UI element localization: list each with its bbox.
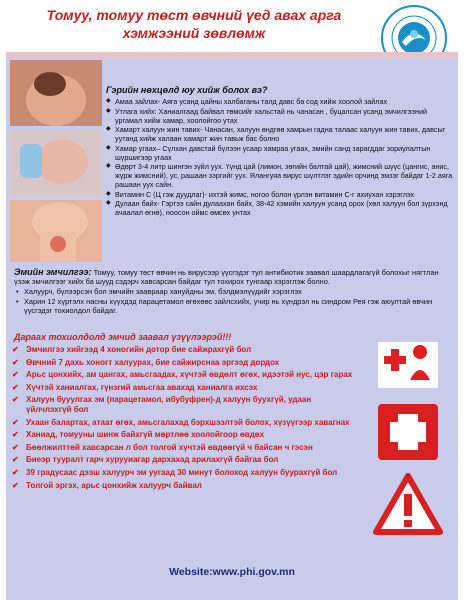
medication-section bbox=[14, 268, 454, 315]
see-doctor-heading: Дараах тохиолдолд эмчид заавал үзүүлээрэй!!! bbox=[14, 332, 232, 342]
home-care-section bbox=[106, 86, 454, 218]
list-item: ✔ Ухаан балартах, атаат өгөх, амьсгалахад бэрхшээлтэй болох, хүзүүгээр хавагнах bbox=[10, 418, 355, 428]
list-item: • Харин 12 хүртэлх насны хүүхдэд парацетамол өгөхөөс зайлсхийх, учир нь хүндрэл нь синдром Рея гэж аюултай өвчин үүсгэдэг тохиолдол байдаг. bbox=[14, 297, 454, 315]
warning-triangle-icon bbox=[372, 472, 444, 538]
list-item: ✔ Хүчтэй ханиалгах, гүнзгий амьсгаа аваxад ханиалга ихсэх bbox=[10, 383, 355, 393]
list-item: ◆ Амаа зайлах- Аяга усанд цайны халбаганы талд давс ба сод хийж хоолой зайлах bbox=[106, 97, 454, 106]
medication-paragraph bbox=[14, 268, 454, 286]
medication-text: Томуу, томуу төст өвчин нь вирусээр үүсгэдэг тул антибиотик заавал шаардлагагүй болохыг нягтлан үзэж эмчилгээг хийх ба шууд сэдэрч хавсарсан байдаг тул тохирох тунгаар хэрэглэж болно. bbox=[14, 268, 439, 287]
list-item: ◆ Утлага хийх: Ханиалгаад байвал төмсийг хальстай нь чанасан , буцалсан усанд эмчилгээний ургамал хийж хамар, хоолойгоо утах bbox=[106, 107, 454, 125]
nasal-rinse-photo-icon bbox=[10, 130, 102, 196]
list-item: ◆ Витамин С (Ц гэж дуудлаг)- ихтэй жимс, ногоо болон үрлэн витамин С-г ахиухан хэрэглэх bbox=[106, 190, 454, 199]
list-item: ✔ 39 градусаас дээш халуурч эм уугаад 30 минут болоход халуун буурахгүй бол bbox=[10, 468, 355, 478]
panel-stripe bbox=[6, 52, 458, 58]
see-doctor-list bbox=[10, 345, 355, 490]
medication-list bbox=[14, 287, 454, 315]
home-care-heading: Гэрийн нөхцөлд юу хийж болох вэ? bbox=[106, 85, 268, 95]
home-care-list bbox=[106, 97, 454, 217]
list-item: ◆ Өдөрт 3-4 литр шингэн зүйл уух. Үүнд цай (лимон, зөгийн балтай цай), жимсний шүүс (цангис, анис, жүрж жимсний), ус, рашаан зэргийг уух. Ялангуяа вирус шүлтлэг эдийн орчинд эмзэг байдаг 1-2 аяга рашаан уух сайн. bbox=[106, 162, 454, 189]
list-item: ◆ Хамар угаах– Сүлхан давстай бүлээн усаар хамраа угаах, эмийн санд зарагддаг зориулалтын шүршигээр угаах bbox=[106, 144, 454, 162]
list-item: ✔ Эмчилгээ хийгээд 4 хоногийн дотор бие сайжрахгүй бол bbox=[10, 345, 355, 355]
list-item: ◆ Дулаан байх- Гэртээ сайн дулаахан байх, 38-42 хэмийн халуун усанд орох (хөл халуун бол зүрхэнд ачаалал өгнө), ноосон оймс өмсөх унтах bbox=[106, 199, 454, 217]
poster-title bbox=[24, 6, 364, 42]
list-item: ✔ Толгой эргэх, арьс цонхийж халуурч байвал bbox=[10, 481, 355, 491]
list-item: • Халуурч, бүлээрсэн бол эмчийн заавраар хануйдны эм, бэлдмэлүүдийг хэрэглэх bbox=[14, 287, 454, 296]
list-item: ✔ Ханиад, томууны шинж байхгүй мөртлөө хоолойгоор өвдөх bbox=[10, 430, 355, 440]
list-item: ✔ Биеэр тууралт гарч хурууиагар дархахад арилахгүй байгаа бол bbox=[10, 455, 355, 465]
title-line-1: Томуу, томуу төст өвчний үед авах арга bbox=[46, 7, 342, 23]
sore-throat-photo-icon bbox=[10, 200, 102, 262]
list-item: ◆ Хамарт халуун жин тавих- Чанасан, халуун өндгөө хамрын гадна талаас халуун жин тавих, давсыг уутанд хийж халаан хамарт жин тавьж бас болно bbox=[106, 125, 454, 143]
gargle-photo-icon bbox=[10, 60, 102, 126]
website-link[interactable]: Website:www.phi.gov.mn bbox=[169, 566, 295, 578]
medical-cross-doctor-icon bbox=[372, 336, 444, 392]
medication-lead: Эмийн эмчилгээ: bbox=[14, 267, 92, 277]
title-line-2: хэмжээний зөвлөмж bbox=[122, 25, 266, 41]
list-item: ✔ Арьс цонхийх, ам цангах, амьсгаадах, хүчтэй өвдөлт өгөх, идээтэй нус, цэр гарах bbox=[10, 370, 355, 380]
list-item: ✔ Бөөлжилттөй хавсарсан л бол толгой хүчтэй өвдөөгүй ч байсан ч гэсэн bbox=[10, 443, 355, 453]
list-item: ✔ Өвчний 7 дахь хоногт халуурах, бие сайжирснаа эргээд дордох bbox=[10, 358, 355, 368]
list-item: ✔ Халуун бууулгах эм (парацетамол, ибубуфрен)-д халуун буухгүй, удаан үйлчлэхгүй бол bbox=[10, 395, 355, 414]
hospital-cross-icon bbox=[374, 400, 442, 464]
